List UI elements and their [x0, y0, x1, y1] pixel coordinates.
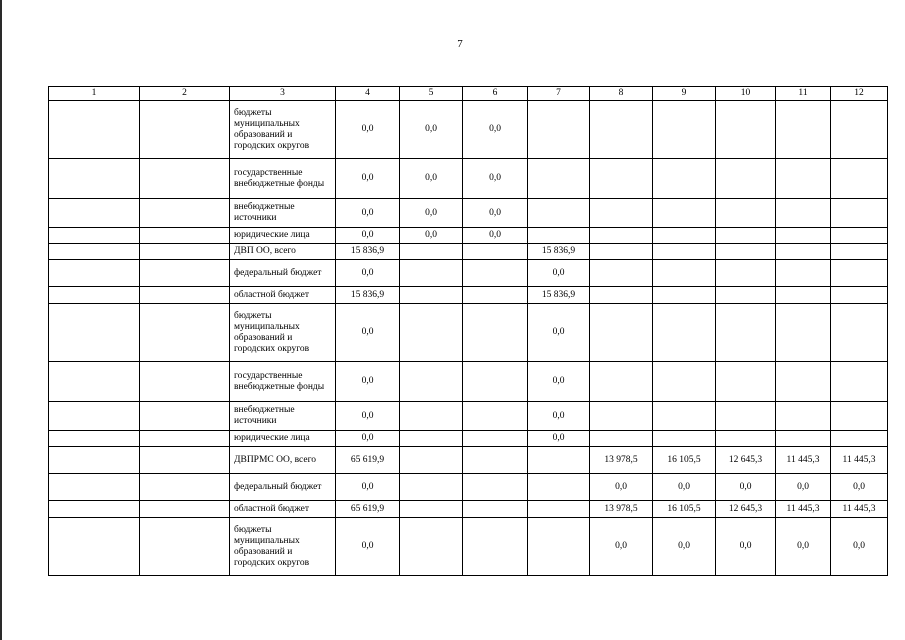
value-cell: 13 978,5	[590, 447, 653, 474]
value-cell	[653, 101, 716, 159]
value-cell	[528, 101, 590, 159]
value-cell	[716, 260, 776, 287]
value-cell: 65 619,9	[336, 501, 400, 518]
row-label: областной бюджет	[230, 501, 336, 518]
value-cell	[528, 159, 590, 199]
value-cell	[653, 199, 716, 228]
value-cell	[653, 228, 716, 244]
value-cell: 0,0	[336, 260, 400, 287]
empty-cell	[49, 402, 140, 431]
value-cell	[463, 244, 528, 260]
value-cell	[716, 101, 776, 159]
value-cell	[528, 474, 590, 501]
empty-cell	[49, 101, 140, 159]
row-label: внебюджетные источники	[230, 402, 336, 431]
value-cell	[463, 474, 528, 501]
value-cell	[776, 159, 831, 199]
value-cell	[463, 362, 528, 402]
value-cell: 0,0	[528, 304, 590, 362]
value-cell	[400, 474, 463, 501]
value-cell	[653, 287, 716, 304]
value-cell	[463, 304, 528, 362]
value-cell: 0,0	[400, 159, 463, 199]
value-cell	[716, 244, 776, 260]
value-cell: 0,0	[831, 518, 888, 576]
value-cell: 0,0	[653, 518, 716, 576]
table-row	[49, 402, 888, 431]
value-cell	[776, 304, 831, 362]
empty-cell	[49, 447, 140, 474]
page-left-edge	[0, 0, 2, 640]
empty-cell	[140, 159, 230, 199]
value-cell	[653, 362, 716, 402]
value-cell	[400, 260, 463, 287]
row-label: государственные внебюджетные фонды	[230, 362, 336, 402]
value-cell	[716, 304, 776, 362]
value-cell: 0,0	[336, 199, 400, 228]
value-cell	[776, 260, 831, 287]
value-cell: 0,0	[400, 199, 463, 228]
value-cell: 15 836,9	[528, 244, 590, 260]
value-cell	[400, 431, 463, 447]
value-cell	[400, 304, 463, 362]
value-cell: 0,0	[776, 474, 831, 501]
column-header: 4	[336, 87, 400, 101]
value-cell: 0,0	[463, 228, 528, 244]
row-label: ДВП ОО, всего	[230, 244, 336, 260]
value-cell	[716, 199, 776, 228]
value-cell	[831, 287, 888, 304]
value-cell	[400, 518, 463, 576]
empty-cell	[140, 244, 230, 260]
empty-cell	[140, 228, 230, 244]
value-cell: 0,0	[590, 518, 653, 576]
value-cell: 15 836,9	[336, 244, 400, 260]
value-cell: 0,0	[463, 199, 528, 228]
table-row	[49, 474, 888, 501]
value-cell: 0,0	[463, 159, 528, 199]
value-cell	[831, 402, 888, 431]
value-cell	[400, 402, 463, 431]
value-cell	[776, 402, 831, 431]
value-cell	[528, 228, 590, 244]
header-row	[49, 87, 888, 101]
value-cell	[716, 431, 776, 447]
table-row	[49, 501, 888, 518]
table-row	[49, 101, 888, 159]
value-cell	[400, 501, 463, 518]
row-label: бюджеты муниципальных образований и городских округов	[230, 101, 336, 159]
value-cell: 11 445,3	[831, 447, 888, 474]
value-cell: 15 836,9	[528, 287, 590, 304]
value-cell	[463, 287, 528, 304]
empty-cell	[49, 431, 140, 447]
table-row	[49, 518, 888, 576]
value-cell	[590, 431, 653, 447]
table-row	[49, 431, 888, 447]
value-cell: 0,0	[336, 474, 400, 501]
column-header: 1	[49, 87, 140, 101]
table-row	[49, 260, 888, 287]
table-row	[49, 287, 888, 304]
value-cell: 0,0	[776, 518, 831, 576]
empty-cell	[49, 228, 140, 244]
value-cell: 12 645,3	[716, 501, 776, 518]
row-label: федеральный бюджет	[230, 474, 336, 501]
table-row	[49, 159, 888, 199]
value-cell	[716, 287, 776, 304]
value-cell: 0,0	[336, 402, 400, 431]
value-cell: 0,0	[336, 362, 400, 402]
empty-cell	[49, 474, 140, 501]
value-cell	[463, 518, 528, 576]
value-cell	[528, 199, 590, 228]
value-cell	[653, 431, 716, 447]
empty-cell	[140, 447, 230, 474]
value-cell	[776, 228, 831, 244]
value-cell: 0,0	[336, 159, 400, 199]
value-cell	[400, 362, 463, 402]
value-cell	[776, 362, 831, 402]
empty-cell	[140, 304, 230, 362]
value-cell	[716, 362, 776, 402]
empty-cell	[140, 287, 230, 304]
value-cell	[400, 287, 463, 304]
value-cell: 0,0	[528, 260, 590, 287]
value-cell	[463, 501, 528, 518]
value-cell: 0,0	[716, 474, 776, 501]
empty-cell	[140, 518, 230, 576]
empty-cell	[140, 431, 230, 447]
value-cell: 0,0	[336, 431, 400, 447]
value-cell	[463, 260, 528, 287]
value-cell	[590, 260, 653, 287]
column-header: 11	[776, 87, 831, 101]
empty-cell	[49, 304, 140, 362]
value-cell	[590, 199, 653, 228]
value-cell	[653, 304, 716, 362]
empty-cell	[140, 101, 230, 159]
value-cell: 0,0	[336, 101, 400, 159]
row-label: юридические лица	[230, 228, 336, 244]
value-cell: 11 445,3	[776, 447, 831, 474]
value-cell: 0,0	[336, 304, 400, 362]
value-cell: 0,0	[528, 431, 590, 447]
empty-cell	[140, 199, 230, 228]
value-cell: 0,0	[528, 362, 590, 402]
value-cell	[831, 431, 888, 447]
value-cell	[776, 101, 831, 159]
value-cell: 15 836,9	[336, 287, 400, 304]
value-cell	[653, 159, 716, 199]
row-label: государственные внебюджетные фонды	[230, 159, 336, 199]
value-cell: 65 619,9	[336, 447, 400, 474]
value-cell	[716, 402, 776, 431]
value-cell	[831, 304, 888, 362]
table-row	[49, 447, 888, 474]
value-cell	[653, 260, 716, 287]
value-cell: 12 645,3	[716, 447, 776, 474]
value-cell: 0,0	[336, 228, 400, 244]
value-cell	[776, 287, 831, 304]
empty-cell	[49, 362, 140, 402]
value-cell	[831, 159, 888, 199]
value-cell: 11 445,3	[831, 501, 888, 518]
value-cell: 16 105,5	[653, 447, 716, 474]
column-header: 10	[716, 87, 776, 101]
column-header: 8	[590, 87, 653, 101]
value-cell: 0,0	[336, 518, 400, 576]
value-cell: 0,0	[831, 474, 888, 501]
value-cell: 0,0	[716, 518, 776, 576]
value-cell	[463, 447, 528, 474]
empty-cell	[140, 402, 230, 431]
value-cell	[831, 199, 888, 228]
value-cell: 16 105,5	[653, 501, 716, 518]
table-row	[49, 304, 888, 362]
value-cell: 0,0	[528, 402, 590, 431]
value-cell: 0,0	[463, 101, 528, 159]
column-header: 12	[831, 87, 888, 101]
value-cell	[528, 501, 590, 518]
value-cell	[716, 159, 776, 199]
budget-table	[48, 86, 888, 576]
column-header: 2	[140, 87, 230, 101]
value-cell	[776, 431, 831, 447]
value-cell	[590, 228, 653, 244]
table-row	[49, 244, 888, 260]
value-cell	[776, 199, 831, 228]
row-label: областной бюджет	[230, 287, 336, 304]
page-number: 7	[457, 38, 463, 50]
row-label: внебюджетные источники	[230, 199, 336, 228]
value-cell	[776, 244, 831, 260]
value-cell	[653, 402, 716, 431]
value-cell	[400, 244, 463, 260]
value-cell	[831, 244, 888, 260]
value-cell	[716, 228, 776, 244]
empty-cell	[49, 287, 140, 304]
empty-cell	[49, 518, 140, 576]
table-row	[49, 228, 888, 244]
empty-cell	[49, 244, 140, 260]
empty-cell	[49, 199, 140, 228]
row-label: федеральный бюджет	[230, 260, 336, 287]
value-cell	[590, 244, 653, 260]
value-cell	[590, 287, 653, 304]
empty-cell	[140, 362, 230, 402]
empty-cell	[49, 159, 140, 199]
value-cell: 0,0	[400, 101, 463, 159]
row-label: юридические лица	[230, 431, 336, 447]
column-header: 3	[230, 87, 336, 101]
row-label: бюджеты муниципальных образований и городских округов	[230, 518, 336, 576]
value-cell	[528, 518, 590, 576]
empty-cell	[140, 474, 230, 501]
value-cell	[400, 447, 463, 474]
value-cell	[653, 244, 716, 260]
value-cell	[590, 101, 653, 159]
value-cell	[590, 402, 653, 431]
row-label: бюджеты муниципальных образований и городских округов	[230, 304, 336, 362]
value-cell	[463, 402, 528, 431]
row-label: ДВПРМС ОО, всего	[230, 447, 336, 474]
value-cell	[590, 159, 653, 199]
value-cell	[463, 431, 528, 447]
value-cell	[590, 362, 653, 402]
table-row	[49, 362, 888, 402]
value-cell: 11 445,3	[776, 501, 831, 518]
empty-cell	[140, 260, 230, 287]
value-cell: 0,0	[590, 474, 653, 501]
empty-cell	[140, 501, 230, 518]
value-cell: 0,0	[400, 228, 463, 244]
column-header: 9	[653, 87, 716, 101]
empty-cell	[49, 501, 140, 518]
column-header: 5	[400, 87, 463, 101]
value-cell: 13 978,5	[590, 501, 653, 518]
column-header: 6	[463, 87, 528, 101]
table-row	[49, 199, 888, 228]
value-cell	[590, 304, 653, 362]
value-cell	[831, 362, 888, 402]
value-cell	[528, 447, 590, 474]
value-cell	[831, 260, 888, 287]
value-cell	[831, 228, 888, 244]
empty-cell	[49, 260, 140, 287]
value-cell: 0,0	[653, 474, 716, 501]
value-cell	[831, 101, 888, 159]
column-header: 7	[528, 87, 590, 101]
